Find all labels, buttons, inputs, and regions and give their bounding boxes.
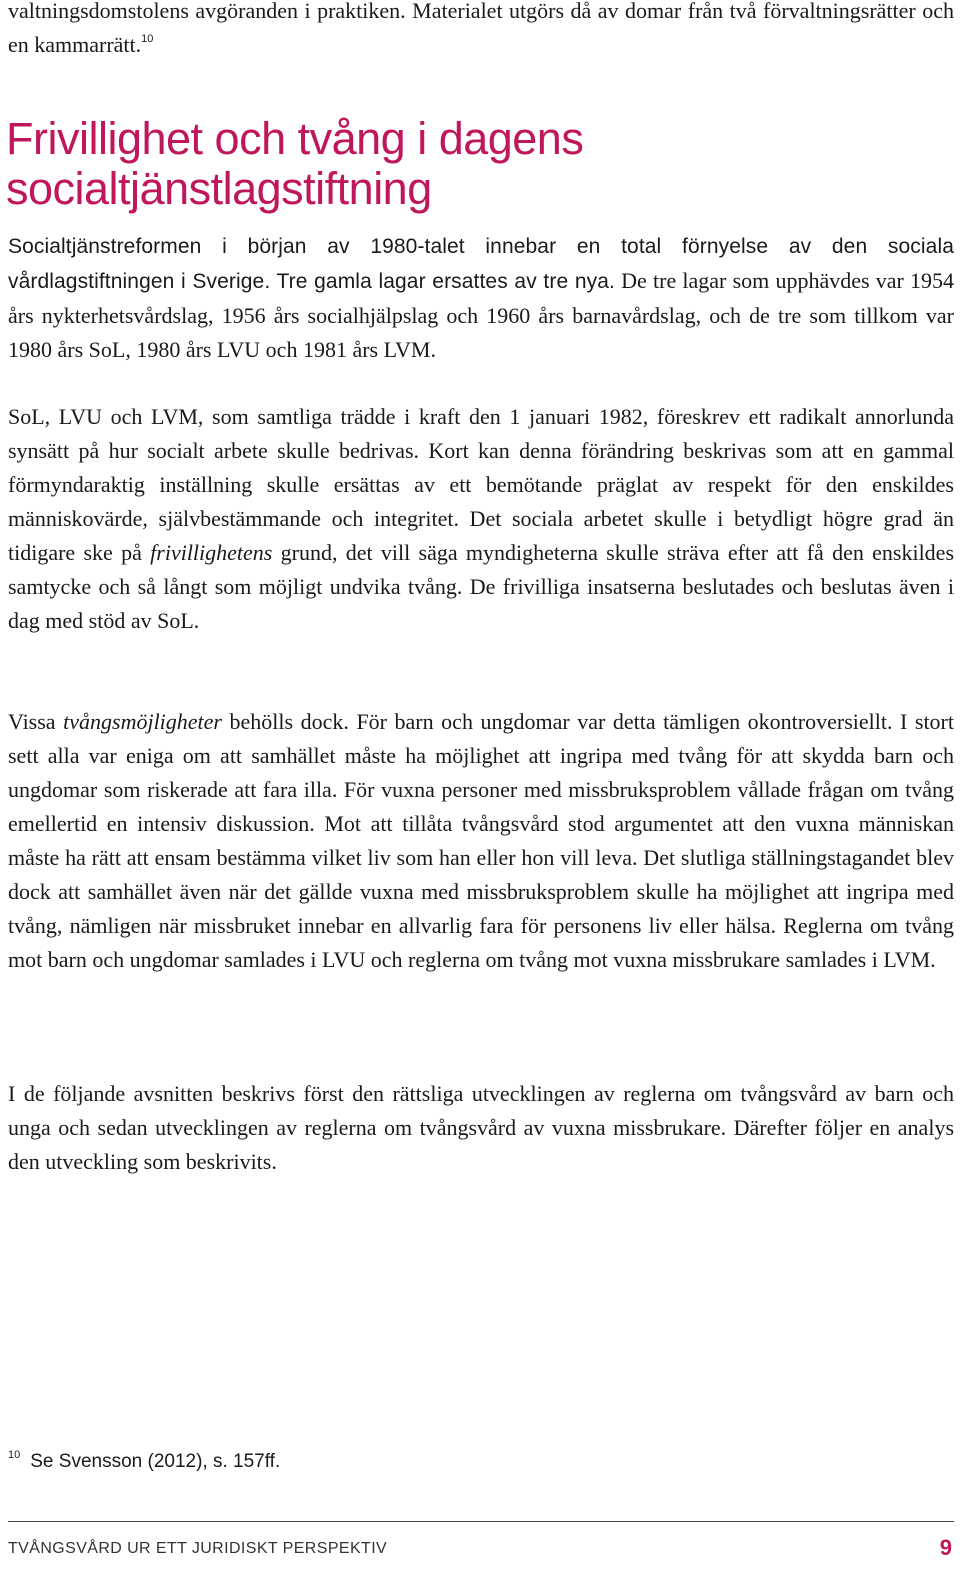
footer-divider — [8, 1521, 954, 1522]
paragraph-1-serif-text: De tre lagar som upphävdes var 1954 års nykterhetsvårdslag, 1956 års socialhjälpslag och 1960 års barnavårdslag, och de tre som tillkom var 1980 års SoL, 1980 års LVU och 1981 års LVM. — [8, 268, 955, 362]
footer-running-title: TVÅNGSVÅRD UR ETT JURIDISKT PERSPEKTIV — [8, 1540, 388, 1557]
paragraph-3-text-after: behölls dock. För barn och ungdomar var detta tämligen okontroversiellt. I stort sett alla var eniga om att samhället måste ha möjlighet att ingripa med tvång för att skydda barn och ungdomar som riskerade att fara illa. För vuxna personer med missbruksproblem vållade frågan om tvång emellertid en intensiv diskussion. Mot att tillåta tvångsvård stod argumentet att den vuxna människan måste ha rätt att ensam bestämma vilket liv som han eller hon vill leva. Det slutliga ställningstagandet blev dock att samhället även när det gällde vuxna med missbruksproblem skulle ha möjlighet att ingripa med tvång, nämligen när missbruket innebar en allvarlig fara för personens liv eller hälsa. Reglerna om tvång mot barn och ungdomar samlades i LVU och reglerna om tvång mot vuxna missbrukare samlades i LVM. — [8, 709, 954, 972]
paragraph-1-sans-text: Socialtjänstreformen i början av 1980-talet innebar en total förnyelse av den sociala vårdlagstiftningen i Sverige. Tre gamla lagar ersattes av tre nya. — [8, 235, 954, 293]
paragraph-3-text-before: Vissa — [8, 709, 56, 734]
section-heading-line1: Frivillighet och tvång i dagens — [6, 113, 584, 164]
paragraph-3 — [8, 705, 954, 977]
section-heading-line2: socialtjänstlagstiftning — [6, 163, 432, 214]
page-number: 9 — [939, 1535, 952, 1560]
section-heading — [6, 114, 583, 214]
footnote-text: Se Svensson (2012), s. 157ff. — [30, 1451, 281, 1472]
paragraph-2-text-before: SoL, LVU och LVM, som samtliga trädde i kraft den 1 januari 1982, föreskrev ett radikalt annorlunda synsätt på hur socialt arbete skulle bedrivas. Kort kan denna förändring beskrivas som att en gammal förmyndaraktig inställning skulle ersättas av ett bemötande präglat av respekt för den enskildes människovärde, självbestämmande och integritet. Det sociala arbetet skulle i betydligt högre grad än tidigare ske på — [8, 404, 954, 565]
paragraph-2-text-after: grund, det vill säga myndigheterna skulle sträva efter att få den enskildes samtycke och så långt som möjligt undvika tvång. De frivilliga insatserna beslutades och beslutas även i dag med stöd av SoL. — [8, 540, 955, 633]
paragraph-4-text: I de följande avsnitten beskrivs först den rättsliga utvecklingen av reglerna om tvångsvård av barn och unga och sedan utvecklingen av reglerna om tvångsvård av vuxna missbrukare. Därefter följer en analys den utveckling som beskrivits. — [8, 1081, 954, 1174]
footnote-number: 10 — [8, 1449, 21, 1461]
intro-paragraph — [8, 0, 954, 62]
intro-text: valtningsdomstolens avgöranden i praktiken. Materialet utgörs då av domar från två förvaltningsrätter och en kammarrätt. — [8, 0, 954, 57]
footnote — [8, 1448, 280, 1476]
paragraph-2-italic-term: frivillighetens — [150, 540, 273, 565]
paragraph-4 — [8, 1077, 954, 1179]
paragraph-3-italic-term: tvångsmöjligheter — [63, 709, 222, 734]
paragraph-1 — [8, 229, 954, 367]
footnote-reference: 10 — [141, 33, 154, 45]
paragraph-2 — [8, 400, 954, 638]
